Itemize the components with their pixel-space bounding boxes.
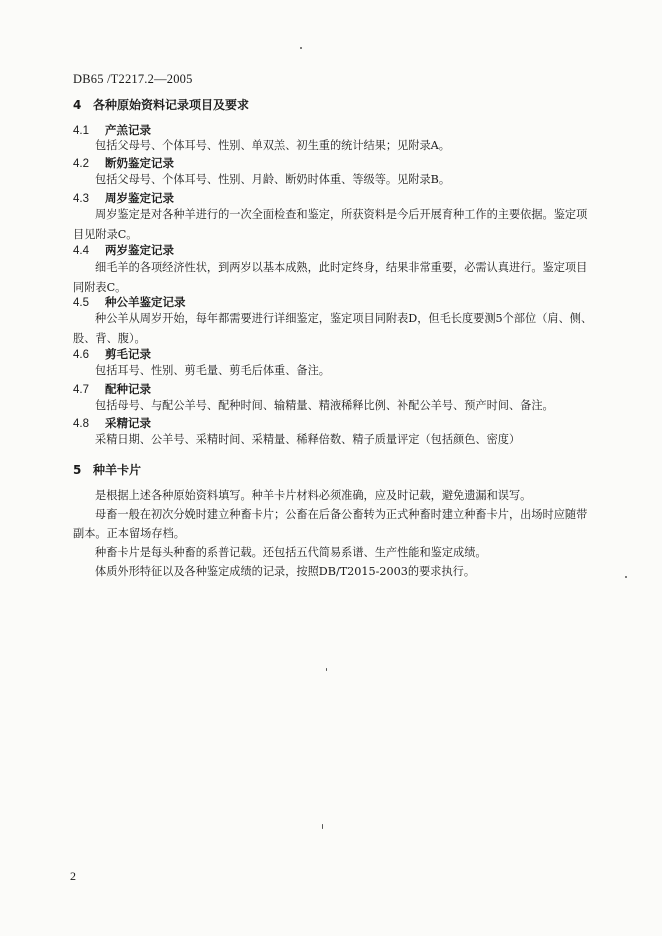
section-number: 4	[73, 98, 82, 112]
subsection-title: 周岁鉴定记录	[105, 191, 174, 205]
subsection-4-1-text: 包括父母号、个体耳号、性别、单双羔、初生重的统计结果；见附录A。	[95, 139, 450, 152]
subsection-4-5-text: 种公羊从周岁开始，每年都需要进行详细鉴定，鉴定项目同附表D，但毛长度要测5个部位（肩、侧、股、背、腹）。	[73, 312, 593, 345]
subsection-number: 4.6	[73, 349, 89, 361]
subsection-4-4-text: 细毛羊的各项经济性状，到两岁以基本成熟，此时定终身，结果非常重要，必需认真进行。鉴定项目同附表C。	[73, 261, 588, 294]
scan-speck	[326, 668, 327, 671]
section-title: 各种原始资料记录项目及要求	[93, 98, 250, 112]
subsection-4-7-text: 包括母号、与配公羊号、配种时间、输精量、精液稀释比例、补配公羊号、预产时间、备注。	[95, 399, 554, 412]
subsection-title: 配种记录	[105, 382, 151, 396]
subsection-4-3-heading	[73, 190, 174, 206]
subsection-number: 4.8	[73, 418, 89, 430]
subsection-title: 种公羊鉴定记录	[105, 295, 186, 309]
section-title: 种羊卡片	[93, 463, 142, 477]
subsection-4-2-heading	[73, 155, 174, 171]
standard-code: DB65 /T2217.2—2005	[73, 72, 193, 86]
subsection-number: 4.7	[73, 384, 89, 396]
subsection-4-3-text: 周岁鉴定是对各种羊进行的一次全面检查和鉴定，所获资料是今后开展育种工作的主要依据。鉴定项目见附录C。	[73, 208, 588, 241]
subsection-4-8-heading	[73, 415, 151, 431]
scan-speck	[625, 576, 627, 578]
subsection-4-6-heading	[73, 346, 151, 362]
subsection-4-8-text: 采精日期、公羊号、采精时间、采精量、稀释倍数、精子质量评定（包括颜色、密度）	[95, 433, 521, 446]
subsection-title: 剪毛记录	[105, 347, 151, 361]
subsection-4-2-text: 包括父母号、个体耳号、性别、月龄、断奶时体重、等级等。见附录B。	[95, 173, 451, 186]
subsection-title: 两岁鉴定记录	[105, 243, 174, 257]
section-number: 5	[73, 463, 82, 477]
subsection-number: 4.4	[73, 245, 89, 257]
page-number: 2	[70, 869, 76, 883]
section-5-paragraph: 是根据上述各种原始资料填写。种羊卡片材料必须准确，应及时记载，避免遗漏和误写。	[95, 489, 532, 502]
subsection-4-5-heading	[73, 294, 186, 310]
subsection-number: 4.2	[73, 158, 89, 170]
section-5-paragraph: 体质外形特征以及各种鉴定成绩的记录，按照DB/T2015-2003的要求执行。	[95, 565, 476, 578]
subsection-title: 断奶鉴定记录	[105, 156, 174, 170]
subsection-number: 4.5	[73, 297, 89, 309]
subsection-number: 4.3	[73, 193, 89, 205]
subsection-title: 产羔记录	[105, 123, 151, 137]
section-5-paragraph: 母畜一般在初次分娩时建立种畜卡片；公畜在后备公畜转为正式种畜时建立种畜卡片，出场时应随带副本。正本留场存档。	[73, 508, 588, 540]
subsection-4-7-heading	[73, 381, 151, 397]
subsection-4-4-heading	[73, 242, 174, 258]
section-4-heading	[73, 96, 249, 113]
scan-speck	[322, 824, 323, 829]
subsection-4-6-text: 包括耳号、性别、剪毛量、剪毛后体重、备注。	[95, 364, 330, 377]
subsection-number: 4.1	[73, 125, 89, 137]
scan-speck	[300, 47, 302, 49]
section-5-heading	[73, 461, 141, 478]
section-5-paragraph: 种畜卡片是每头种畜的系普记载。还包括五代简易系谱、生产性能和鉴定成绩。	[95, 546, 487, 559]
subsection-title: 采精记录	[105, 416, 151, 430]
